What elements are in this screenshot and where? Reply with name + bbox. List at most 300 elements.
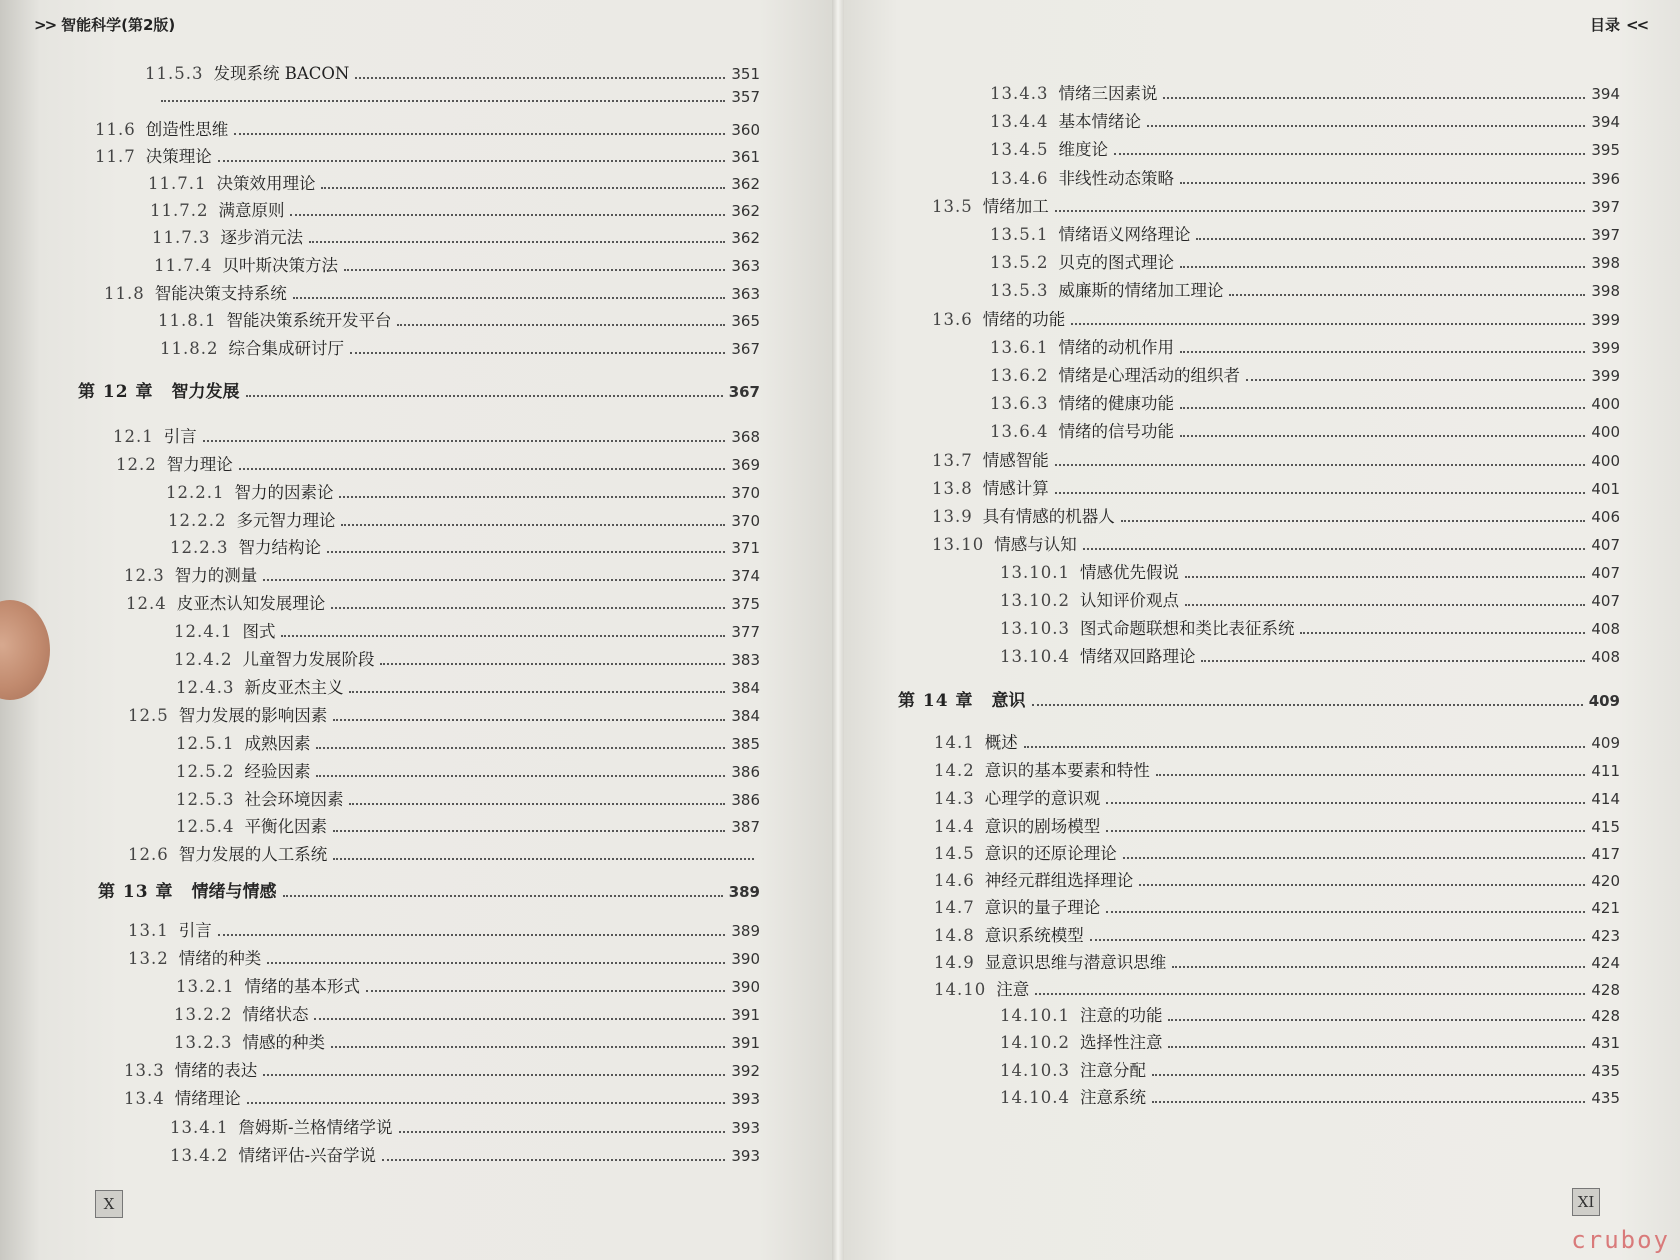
section-title: 目录 <box>1590 16 1621 34</box>
toc-entry-page: 357 <box>731 88 760 106</box>
toc-entry-page: 367 <box>731 340 760 358</box>
toc-entry-page: 409 <box>1591 734 1620 752</box>
toc-entry <box>124 1057 760 1081</box>
toc-entry-title: 情感智能 <box>982 451 1049 470</box>
toc-entry-page: 414 <box>1591 790 1620 808</box>
leader-dots <box>321 187 725 189</box>
toc-entry <box>124 1085 760 1109</box>
running-head-left <box>28 14 175 35</box>
toc-entry-title: 平衡化因素 <box>244 817 327 836</box>
toc-entry-number: 11.8.1 <box>158 311 217 330</box>
toc-chapter-entry <box>98 877 760 902</box>
toc-entry <box>104 280 760 304</box>
toc-entry-page: 395 <box>1591 141 1620 159</box>
toc-entry <box>932 447 1620 471</box>
toc-entry <box>990 418 1620 442</box>
toc-entry-page: 370 <box>731 484 760 502</box>
leader-dots <box>349 691 725 693</box>
toc-entry <box>1000 615 1620 639</box>
toc-entry-number: 13.7 <box>932 451 973 470</box>
book-title: 智能科学(第2版) <box>61 16 176 34</box>
toc-entry-page: 384 <box>731 679 760 697</box>
toc-entry-title: 情绪与情感 <box>191 882 277 902</box>
toc-entry-number: 13.4.1 <box>170 1118 229 1137</box>
toc-entry-number: 13.5.1 <box>990 225 1049 244</box>
toc-entry-number: 13.8 <box>932 479 973 498</box>
toc-entry-number: 12.2.3 <box>170 538 229 557</box>
toc-entry-number: 11.5.3 <box>145 64 204 83</box>
toc-entry-number: 13.5.2 <box>990 253 1049 272</box>
leader-dots <box>349 803 725 805</box>
toc-entry-title: 贝叶斯决策方法 <box>222 256 338 275</box>
toc-entry-page: 431 <box>1591 1034 1620 1052</box>
toc-entry-title: 情绪的种类 <box>178 949 262 968</box>
toc-entry-title: 成熟因素 <box>244 734 311 753</box>
toc-entry <box>990 249 1620 273</box>
leader-dots <box>1083 548 1586 550</box>
toc-entry-page: 371 <box>731 539 760 557</box>
leader-dots <box>1114 153 1585 155</box>
toc-entry-page: 361 <box>731 148 760 166</box>
watermark: cruboy <box>1571 1226 1670 1254</box>
toc-entry-page: 360 <box>731 121 760 139</box>
toc-entry-title: 综合集成研讨厅 <box>228 339 344 358</box>
toc-entry-number: 11.7.3 <box>152 228 211 247</box>
toc-entry-title: 智力结构论 <box>238 538 321 557</box>
toc-entry-title: 引言 <box>163 427 197 446</box>
toc-chapter-entry <box>898 686 1620 711</box>
leader-dots <box>239 468 726 470</box>
toc-entry-number: 14.10.2 <box>1000 1033 1070 1052</box>
toc-entry-title: 多元智力理论 <box>236 511 336 530</box>
toc-entry-page: 393 <box>731 1119 760 1137</box>
leader-dots <box>355 77 725 79</box>
toc-entry-page: 397 <box>1591 198 1620 216</box>
leader-dots <box>290 214 725 216</box>
toc-entry-number: 13.4.3 <box>990 84 1049 103</box>
leader-dots <box>397 324 725 326</box>
toc-entry-page: 363 <box>731 285 760 303</box>
toc-entry-page: 351 <box>731 65 760 83</box>
page-number-right: XI <box>1572 1188 1600 1216</box>
toc-entry-number: 13.10 <box>932 535 985 554</box>
toc-entry-number: 12.5.4 <box>176 817 235 836</box>
toc-entry <box>170 1142 760 1166</box>
toc-entry <box>934 949 1620 973</box>
toc-entry-page: 407 <box>1591 564 1620 582</box>
toc-entry <box>166 479 760 503</box>
toc-entry-number: 11.7.1 <box>148 174 207 193</box>
toc-entry-title: 决策理论 <box>145 147 212 166</box>
toc-entry-title: 图式命题联想和类比表征系统 <box>1079 619 1295 638</box>
running-head-right <box>1590 14 1653 35</box>
toc-entry <box>1000 643 1620 667</box>
toc-entry-page: 362 <box>731 202 760 220</box>
leader-dots <box>234 133 725 135</box>
leader-dots <box>1156 774 1586 776</box>
toc-entry-title: 情绪的功能 <box>982 310 1066 329</box>
leader-dots <box>1196 238 1585 240</box>
toc-entry-page: 400 <box>1591 452 1620 470</box>
toc-entry <box>145 88 760 107</box>
toc-entry-title: 意识的基本要素和特性 <box>984 761 1150 780</box>
toc-entry <box>934 894 1620 918</box>
toc-entry-title: 认知评价观点 <box>1079 591 1179 610</box>
toc-entry-number: 13.1 <box>128 921 169 940</box>
double-chevron-left-icon: << <box>1626 16 1648 34</box>
leader-dots <box>1106 830 1585 832</box>
toc-entry-page: 424 <box>1591 954 1620 972</box>
leader-dots <box>341 524 725 526</box>
toc-entry <box>154 252 760 276</box>
toc-entry-number: 11.8 <box>104 284 145 303</box>
toc-entry-page: 408 <box>1591 648 1620 666</box>
toc-entry-number: 13.5 <box>932 197 973 216</box>
toc-entry-page: 367 <box>728 383 760 401</box>
toc-entry-title: 引言 <box>178 921 212 940</box>
leader-dots <box>333 719 725 721</box>
leader-dots <box>218 160 726 162</box>
toc-entry <box>168 507 760 531</box>
toc-entry-page: 368 <box>731 428 760 446</box>
toc-entry-page: 394 <box>1591 85 1620 103</box>
toc-entry-page: 386 <box>731 791 760 809</box>
toc-entry-number: 13.5.3 <box>990 281 1049 300</box>
toc-entry-title: 智力发展的人工系统 <box>178 845 328 864</box>
leader-dots <box>267 962 725 964</box>
leader-dots <box>1121 520 1586 522</box>
toc-entry-number: 13.6.2 <box>990 366 1049 385</box>
toc-entry <box>934 813 1620 837</box>
toc-entry-page: 400 <box>1591 423 1620 441</box>
toc-entry-title: 显意识思维与潜意识思维 <box>984 953 1167 972</box>
toc-entry-title: 贝克的图式理论 <box>1058 253 1174 272</box>
leader-dots <box>380 663 725 665</box>
page-number-left: X <box>95 1190 123 1218</box>
leader-dots <box>1185 576 1585 578</box>
toc-entry <box>932 503 1620 527</box>
leader-dots <box>399 1131 726 1133</box>
toc-entry <box>176 674 760 698</box>
toc-entry <box>932 193 1620 217</box>
toc-entry-number: 13.2.2 <box>174 1005 233 1024</box>
toc-entry-page: 391 <box>731 1006 760 1024</box>
toc-entry-page: 385 <box>731 735 760 753</box>
toc-entry-title: 新皮亚杰主义 <box>244 678 344 697</box>
toc-entry-number: 14.2 <box>934 761 975 780</box>
toc-entry-number: 13.9 <box>932 507 973 526</box>
toc-entry-page: 391 <box>731 1034 760 1052</box>
toc-entry-page: 389 <box>728 883 760 901</box>
toc-entry-number: 13.6.1 <box>990 338 1049 357</box>
toc-entry-page: 407 <box>1591 536 1620 554</box>
toc-entry-number: 13.3 <box>124 1061 165 1080</box>
toc-entry-title: 意识的剧场模型 <box>984 817 1101 836</box>
toc-entry <box>113 423 760 447</box>
toc-entry <box>116 451 760 475</box>
toc-entry <box>932 306 1620 330</box>
toc-entry-page: 384 <box>731 707 760 725</box>
leader-dots <box>1106 802 1585 804</box>
toc-entry-number: 14.4 <box>934 817 975 836</box>
toc-entry-number: 14.5 <box>934 844 975 863</box>
toc-entry-page: 390 <box>731 978 760 996</box>
toc-entry-page: 399 <box>1591 311 1620 329</box>
toc-entry-number: 第 13 章 <box>98 882 174 902</box>
leader-dots <box>1180 435 1585 437</box>
toc-entry-title: 情感计算 <box>982 479 1049 498</box>
leader-dots <box>1106 911 1585 913</box>
toc-entry-title: 皮亚杰认知发展理论 <box>176 594 326 613</box>
toc-entry-page: 399 <box>1591 367 1620 385</box>
toc-entry <box>145 60 760 84</box>
leader-dots <box>1300 632 1585 634</box>
toc-entry <box>128 917 760 941</box>
toc-entry-title: 发现系统 BACON <box>213 64 350 83</box>
toc-entry <box>158 307 760 331</box>
toc-entry-number: 14.10 <box>934 980 987 999</box>
toc-entry <box>128 841 760 865</box>
toc-entry <box>990 165 1620 189</box>
toc-entry-page: 396 <box>1591 170 1620 188</box>
toc-entry-page: 435 <box>1591 1089 1620 1107</box>
leader-dots <box>309 241 725 243</box>
toc-entry-title: 非线性动态策略 <box>1058 169 1174 188</box>
toc-entry-page: 375 <box>731 595 760 613</box>
leader-dots <box>331 607 725 609</box>
leader-dots <box>1163 97 1585 99</box>
toc-entry-title: 满意原则 <box>218 201 285 220</box>
toc-entry-page: 407 <box>1591 592 1620 610</box>
toc-entry-title: 具有情感的机器人 <box>982 507 1115 526</box>
toc-entry-page: 362 <box>731 229 760 247</box>
toc-entry-title: 选择性注意 <box>1079 1033 1163 1052</box>
leader-dots <box>218 934 726 936</box>
toc-entry-number: 12.4.3 <box>176 678 235 697</box>
leader-dots <box>350 352 725 354</box>
leader-dots <box>1090 939 1586 941</box>
toc-entry <box>148 170 760 194</box>
toc-entry-page: 383 <box>731 651 760 669</box>
toc-entry-page: 363 <box>731 257 760 275</box>
book-spine <box>832 0 844 1260</box>
toc-entry-title: 心理学的意识观 <box>984 789 1101 808</box>
toc-entry <box>174 1029 760 1053</box>
toc-entry-number: 12.1 <box>113 427 154 446</box>
toc-entry <box>934 922 1620 946</box>
toc-entry-page: 374 <box>731 567 760 585</box>
leader-dots <box>339 496 725 498</box>
toc-entry <box>1000 1002 1620 1026</box>
toc-entry-page: 398 <box>1591 254 1620 272</box>
leader-dots <box>1185 604 1585 606</box>
toc-entry-number: 13.10.4 <box>1000 647 1070 666</box>
toc-entry-page: 362 <box>731 175 760 193</box>
toc-entry-title: 意识的量子理论 <box>984 898 1101 917</box>
toc-entry-number: 13.10.2 <box>1000 591 1070 610</box>
toc-entry <box>990 334 1620 358</box>
toc-entry-title: 智力发展的影响因素 <box>178 706 328 725</box>
toc-entry-title: 智能决策系统开发平台 <box>226 311 392 330</box>
toc-entry-number: 14.3 <box>934 789 975 808</box>
toc-entry-number: 13.2.1 <box>176 977 235 996</box>
toc-entry-number: 13.6.3 <box>990 394 1049 413</box>
toc-entry-title: 神经元群组选择理论 <box>984 871 1134 890</box>
toc-entry-number: 第 14 章 <box>898 691 974 711</box>
toc-entry-number: 12.2.1 <box>166 483 225 502</box>
toc-entry-title: 儿童智力发展阶段 <box>242 650 375 669</box>
toc-entry-number: 13.4.4 <box>990 112 1049 131</box>
toc-entry-page: 409 <box>1588 692 1620 710</box>
toc-entry <box>95 116 760 140</box>
toc-entry <box>126 590 760 614</box>
toc-entry-page: 392 <box>731 1062 760 1080</box>
toc-entry-title: 威廉斯的情绪加工理论 <box>1058 281 1224 300</box>
toc-entry-page: 369 <box>731 456 760 474</box>
toc-entry <box>170 534 760 558</box>
toc-entry-title: 意识系统模型 <box>984 926 1084 945</box>
toc-entry <box>990 136 1620 160</box>
toc-entry-page: 423 <box>1591 927 1620 945</box>
toc-entry-number: 13.10.1 <box>1000 563 1070 582</box>
toc-entry <box>934 840 1620 864</box>
leader-dots <box>1180 351 1585 353</box>
toc-entry-page: 428 <box>1591 1007 1620 1025</box>
toc-entry <box>934 785 1620 809</box>
toc-entry-title: 基本情绪论 <box>1058 112 1141 131</box>
toc-entry-title: 情绪评估-兴奋学说 <box>238 1146 377 1165</box>
toc-entry-page: 386 <box>731 763 760 781</box>
leader-dots <box>1152 1074 1585 1076</box>
toc-entry-title: 情绪状态 <box>242 1005 309 1024</box>
toc-entry-title: 智力的测量 <box>174 566 258 585</box>
toc-entry <box>152 224 760 248</box>
toc-entry <box>176 786 760 810</box>
toc-entry-page: 393 <box>731 1090 760 1108</box>
toc-entry-title: 智能决策支持系统 <box>154 284 287 303</box>
toc-entry-number: 12.3 <box>124 566 165 585</box>
leader-dots <box>263 579 725 581</box>
toc-entry-number: 11.7.4 <box>154 256 213 275</box>
toc-entry-number: 第 12 章 <box>78 382 154 402</box>
leader-dots <box>327 551 725 553</box>
toc-entry-number: 11.7.2 <box>150 201 209 220</box>
toc-entry <box>1000 1057 1620 1081</box>
toc-entry <box>990 80 1620 104</box>
toc-entry-number: 12.6 <box>128 845 169 864</box>
toc-entry <box>174 646 760 670</box>
toc-entry-title: 图式 <box>242 622 276 641</box>
toc-entry-page: 408 <box>1591 620 1620 638</box>
toc-entry <box>1000 1084 1620 1108</box>
toc-entry-number: 14.10.1 <box>1000 1006 1070 1025</box>
toc-entry-page: 390 <box>731 950 760 968</box>
toc-entry <box>174 618 760 642</box>
toc-entry-page: 435 <box>1591 1062 1620 1080</box>
toc-entry <box>170 1114 760 1138</box>
leader-dots <box>1071 323 1585 325</box>
toc-entry <box>990 108 1620 132</box>
leader-dots <box>1139 884 1585 886</box>
leader-dots <box>1055 464 1586 466</box>
leader-dots <box>1032 704 1583 706</box>
toc-entry <box>934 867 1620 891</box>
toc-entry-number: 12.5.2 <box>176 762 235 781</box>
toc-entry-number: 14.7 <box>934 898 975 917</box>
toc-entry-number: 12.4.1 <box>174 622 233 641</box>
toc-entry <box>990 362 1620 386</box>
toc-entry-title: 经验因素 <box>244 762 311 781</box>
toc-entry-title: 情感与认知 <box>994 535 1077 554</box>
toc-entry-number: 11.6 <box>95 120 136 139</box>
toc-chapter-entry <box>78 377 760 402</box>
leader-dots <box>161 100 725 102</box>
toc-entry-number: 14.1 <box>934 733 975 752</box>
toc-entry-page: 411 <box>1591 762 1620 780</box>
toc-entry <box>176 758 760 782</box>
toc-entry <box>150 197 760 221</box>
leader-dots <box>382 1159 725 1161</box>
toc-entry-page: 393 <box>731 1147 760 1165</box>
toc-entry <box>176 730 760 754</box>
toc-entry-number: 13.4.6 <box>990 169 1049 188</box>
toc-entry-number: 12.4.2 <box>174 650 233 669</box>
toc-entry <box>176 813 760 837</box>
leader-dots <box>1123 857 1586 859</box>
toc-entry-title: 注意的功能 <box>1079 1006 1163 1025</box>
toc-entry-number: 13.6 <box>932 310 973 329</box>
toc-entry-number: 13.4.2 <box>170 1146 229 1165</box>
toc-entry-page: 400 <box>1591 395 1620 413</box>
toc-entry-number: 14.9 <box>934 953 975 972</box>
toc-entry-number: 12.5.1 <box>176 734 235 753</box>
toc-entry <box>932 475 1620 499</box>
toc-entry <box>1000 559 1620 583</box>
toc-entry <box>95 143 760 167</box>
toc-entry-title: 注意系统 <box>1079 1088 1146 1107</box>
leader-dots <box>366 990 725 992</box>
toc-entry-page: 420 <box>1591 872 1620 890</box>
toc-entry-number: 14.10.3 <box>1000 1061 1070 1080</box>
toc-entry <box>174 1001 760 1025</box>
toc-entry-number: 13.2 <box>128 949 169 968</box>
leader-dots <box>1180 182 1585 184</box>
toc-entry-title: 情绪是心理活动的组织者 <box>1058 366 1240 385</box>
toc-entry-title: 詹姆斯-兰格情绪学说 <box>238 1118 393 1137</box>
leader-dots <box>1201 660 1585 662</box>
leader-dots <box>316 747 725 749</box>
toc-entry-page: 406 <box>1591 508 1620 526</box>
toc-entry-page: 417 <box>1591 845 1620 863</box>
toc-entry-number: 12.4 <box>126 594 167 613</box>
toc-entry-number: 12.2.2 <box>168 511 227 530</box>
toc-entry-title: 智力的因素论 <box>234 483 334 502</box>
leader-dots <box>1055 492 1586 494</box>
leader-dots <box>1168 1046 1585 1048</box>
leader-dots <box>333 830 725 832</box>
toc-entry-number: 14.8 <box>934 926 975 945</box>
leader-dots <box>1229 294 1585 296</box>
toc-entry-title: 决策效用理论 <box>216 174 316 193</box>
leader-dots <box>344 269 725 271</box>
toc-entry-title: 情绪双回路理论 <box>1079 647 1196 666</box>
leader-dots <box>1035 993 1585 995</box>
toc-entry <box>160 335 760 359</box>
toc-entry-title: 社会环境因素 <box>244 790 344 809</box>
leader-dots <box>1168 1019 1585 1021</box>
toc-entry <box>1000 587 1620 611</box>
toc-entry-title: 智力理论 <box>166 455 233 474</box>
